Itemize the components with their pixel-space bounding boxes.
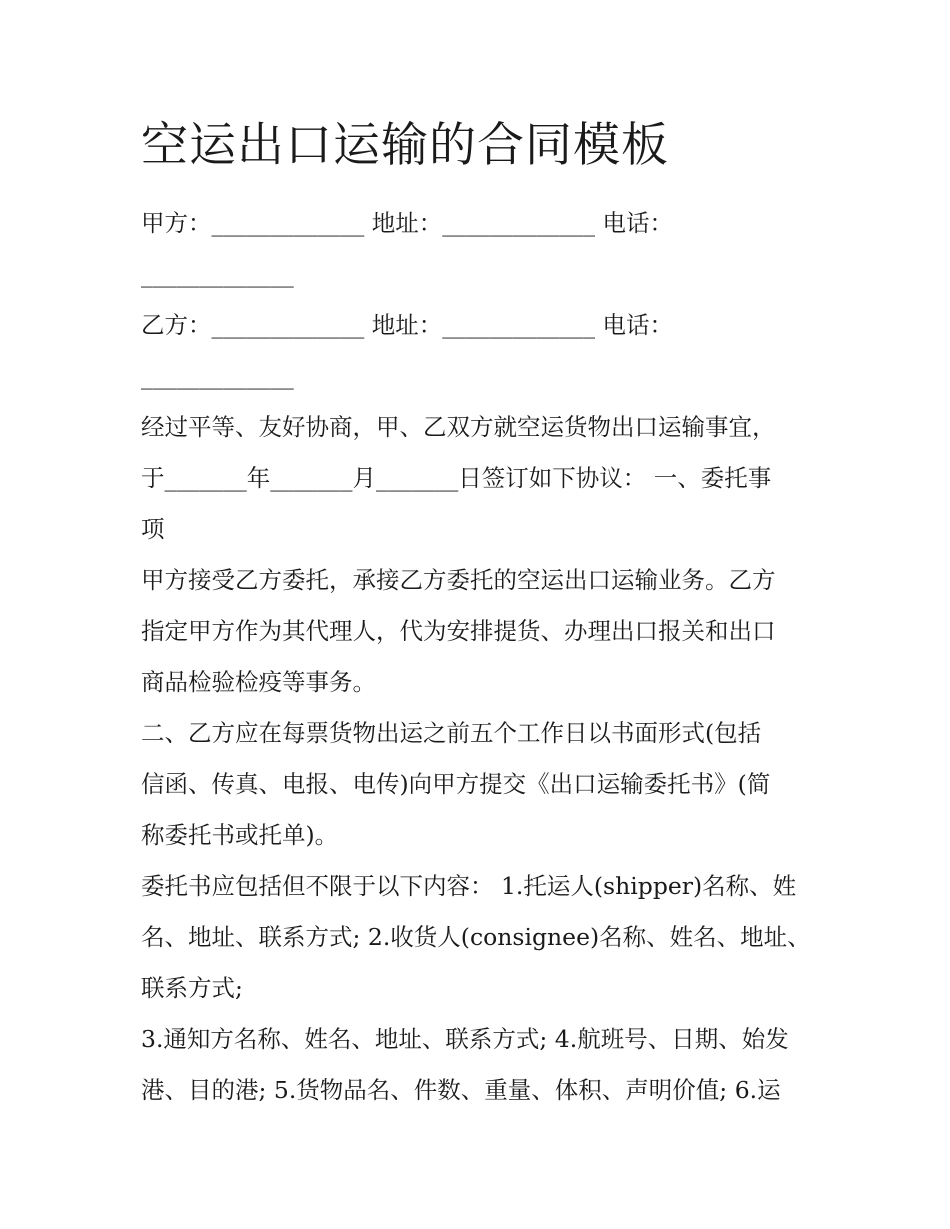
party-a-phone-blank: _____________ <box>141 260 294 288</box>
paragraph-line: 联系方式; <box>141 974 243 1002</box>
paragraph-line: 委托书应包括但不限于以下内容： 1.托运人(shipper)名称、姓 <box>141 872 797 900</box>
party-b-phone-blank: _____________ <box>141 362 294 390</box>
paragraph-line: 项 <box>141 515 165 543</box>
paragraph-line: 名、地址、联系方式; 2.收货人(consignee)名称、姓名、地址、 <box>141 923 811 951</box>
document-title: 空运出口运输的合同模板 <box>141 118 669 173</box>
paragraph-line: 港、目的港; 5.货物品名、件数、重量、体积、声明价值; 6.运 <box>141 1076 781 1104</box>
party-b-line: 乙方：_____________ 地址：_____________ 电话： <box>141 311 673 339</box>
paragraph-line: 信函、传真、电报、电传)向甲方提交《出口运输委托书》(简 <box>141 770 771 798</box>
paragraph-line: 甲方接受乙方委托，承接乙方委托的空运出口运输业务。乙方 <box>141 566 776 594</box>
paragraph-line: 二、乙方应在每票货物出运之前五个工作日以书面形式(包括 <box>141 719 762 747</box>
paragraph-line: 商品检验检疫等事务。 <box>141 668 376 696</box>
paragraph-line: 3.通知方名称、姓名、地址、联系方式; 4.航班号、日期、始发 <box>141 1025 789 1053</box>
paragraph-line: 称委托书或托单)。 <box>141 821 339 849</box>
paragraph-line: 指定甲方作为其代理人，代为安排提货、办理出口报关和出口 <box>141 617 776 645</box>
paragraph-line: 经过平等、友好协商，甲、乙双方就空运货物出口运输事宜， <box>141 413 776 441</box>
party-a-line: 甲方：_____________ 地址：_____________ 电话： <box>141 209 673 237</box>
document-body <box>141 198 813 1116</box>
paragraph-line: 于_______年_______月_______日签订如下协议： 一、委托事 <box>141 464 772 492</box>
